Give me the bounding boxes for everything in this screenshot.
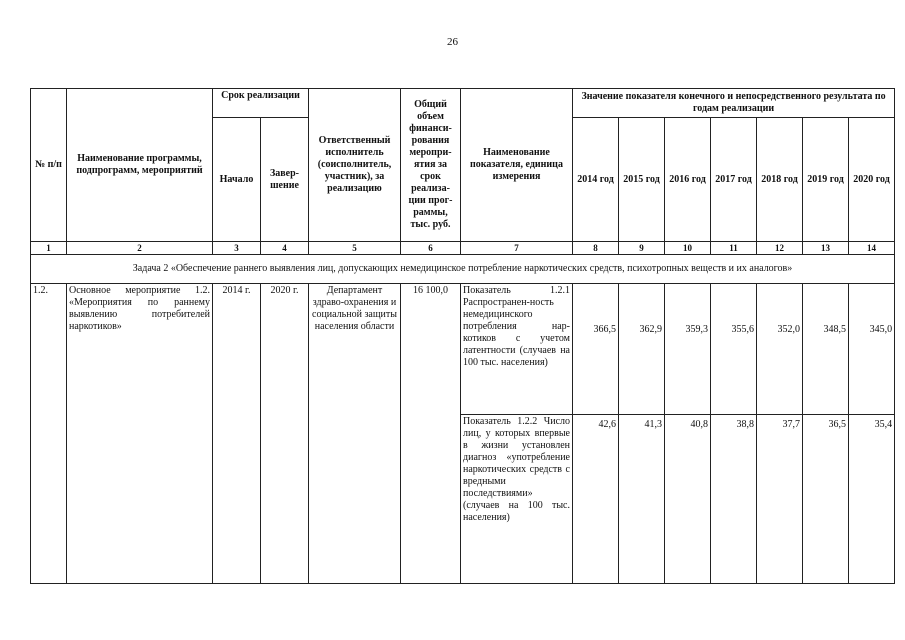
header-end: Завер-шение bbox=[261, 118, 309, 242]
header-year-2017: 2017 год bbox=[711, 118, 757, 242]
header-year-2020: 2020 год bbox=[849, 118, 895, 242]
indicator-1-value-2015: 362,9 bbox=[619, 284, 665, 415]
column-number: 13 bbox=[803, 242, 849, 255]
column-number: 10 bbox=[665, 242, 711, 255]
indicator-2-value-2016: 40,8 bbox=[665, 415, 711, 584]
indicator-2-value-2019: 36,5 bbox=[803, 415, 849, 584]
header-executor: Ответственный исполнитель (соисполнитель, участник), за реализацию bbox=[309, 89, 401, 242]
header-year-2018: 2018 год bbox=[757, 118, 803, 242]
column-number: 9 bbox=[619, 242, 665, 255]
program-table bbox=[30, 88, 895, 584]
column-number: 3 bbox=[213, 242, 261, 255]
indicator-2-value-2020: 35,4 bbox=[849, 415, 895, 584]
task-row bbox=[31, 255, 895, 284]
end-year: 2020 г. bbox=[261, 284, 309, 584]
column-number: 14 bbox=[849, 242, 895, 255]
indicator-2-value-2017: 38,8 bbox=[711, 415, 757, 584]
indicator-1-value-2019: 348,5 bbox=[803, 284, 849, 415]
indicator-1-name: Показатель 1.2.1 Распространен-ность немедицинского потребления нар-котиков с учетом латентности (случаев на 100 тыс. населения) bbox=[461, 284, 573, 415]
column-number: 5 bbox=[309, 242, 401, 255]
header-year-2015: 2015 год bbox=[619, 118, 665, 242]
indicator-1-value-2014: 366,5 bbox=[573, 284, 619, 415]
activity-name: Основное мероприятие 1.2. «Мероприятия по раннему выявлению потребителей наркотиков» bbox=[67, 284, 213, 584]
indicator-1-value-2017: 355,6 bbox=[711, 284, 757, 415]
budget-amount: 16 100,0 bbox=[401, 284, 461, 584]
header-year-2016: 2016 год bbox=[665, 118, 711, 242]
indicator-1-value-2018: 352,0 bbox=[757, 284, 803, 415]
row-number: 1.2. bbox=[31, 284, 67, 584]
activity-row bbox=[31, 284, 895, 415]
header-indicator: Наименование показателя, единица измерения bbox=[461, 89, 573, 242]
header-budget: Общий объем финанси-рования меропри-ятия за срок реализа-ции прог-раммы, тыс. руб. bbox=[401, 89, 461, 242]
column-number: 2 bbox=[67, 242, 213, 255]
column-number: 7 bbox=[461, 242, 573, 255]
indicator-1-value-2020: 345,0 bbox=[849, 284, 895, 415]
indicator-2-value-2014: 42,6 bbox=[573, 415, 619, 584]
column-number: 8 bbox=[573, 242, 619, 255]
header-name: Наименование программы, подпрограмм, мероприятий bbox=[67, 89, 213, 242]
header-values: Значение показателя конечного и непосредственного результата по годам реализации bbox=[573, 89, 895, 118]
indicator-2-value-2015: 41,3 bbox=[619, 415, 665, 584]
start-year: 2014 г. bbox=[213, 284, 261, 584]
column-number: 4 bbox=[261, 242, 309, 255]
header-year-2014: 2014 год bbox=[573, 118, 619, 242]
column-number: 6 bbox=[401, 242, 461, 255]
page-number: 26 bbox=[447, 36, 458, 48]
executor: Департамент здраво-охранения и социальной защиты населения области bbox=[309, 284, 401, 584]
header-term: Срок реализации bbox=[213, 89, 309, 118]
header-start: Начало bbox=[213, 118, 261, 242]
indicator-2-value-2018: 37,7 bbox=[757, 415, 803, 584]
header-year-2019: 2019 год bbox=[803, 118, 849, 242]
task-title: Задача 2 «Обеспечение раннего выявления лиц, допускающих немедицинское потребление наркотических средств, психотропных веществ и их аналогов» bbox=[31, 255, 895, 284]
column-number: 12 bbox=[757, 242, 803, 255]
column-number-row bbox=[31, 242, 895, 255]
indicator-1-value-2016: 359,3 bbox=[665, 284, 711, 415]
header-num: № п/п bbox=[31, 89, 67, 242]
column-number: 1 bbox=[31, 242, 67, 255]
column-number: 11 bbox=[711, 242, 757, 255]
indicator-2-name: Показатель 1.2.2 Число лиц, у которых впервые в жизни установлен диагноз «употребление наркотических средств с вредными последствиями» (случаев на 100 тыс. населения) bbox=[461, 415, 573, 584]
header-row-1 bbox=[31, 89, 895, 118]
